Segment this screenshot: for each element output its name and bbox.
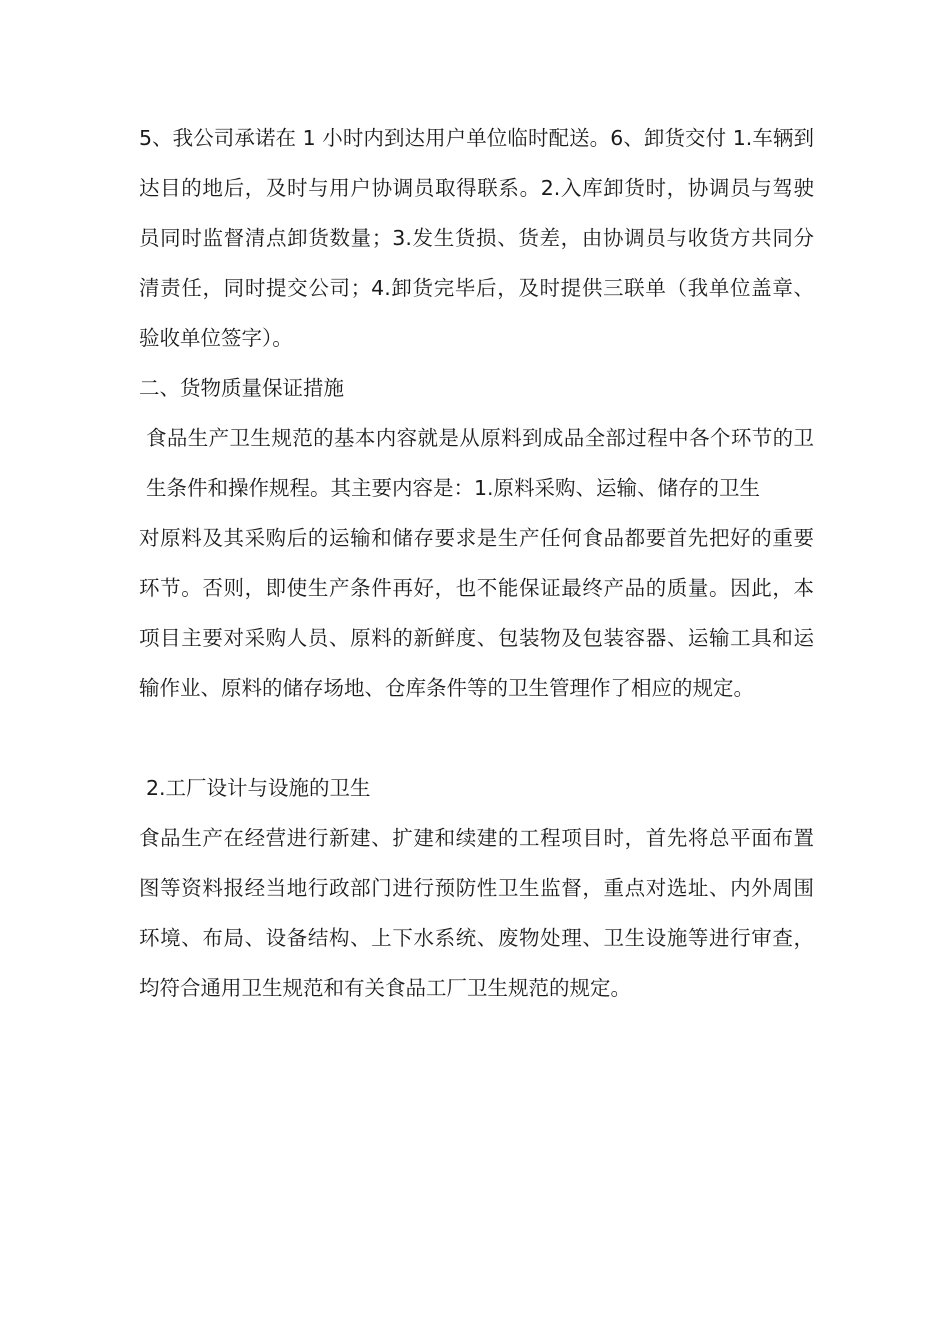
document-body [139, 113, 814, 1013]
paragraph-delivery: 5、我公司承诺在 1 小时内到达用户单位临时配送。6、卸货交付 1.车辆到达目的地后，及时与用户协调员取得联系。2.入库卸货时，协调员与驾驶员同时监督清点卸货数量；3.发生货损、货差，由协调员与收货方共同分清责任，同时提交公司；4.卸货完毕后，及时提供三联单（我单位盖章、验收单位签字）。 [139, 126, 814, 350]
section-heading-quality: 二、货物质量保证措施 [139, 376, 344, 400]
paragraph-raw-materials: 对原料及其采购后的运输和储存要求是生产任何食品都要首先把好的重要环节。否则，即使生产条件再好，也不能保证最终产品的质量。因此，本项目主要对采购人员、原料的新鲜度、包装物及包装容器、运输工具和运输作业、原料的储存场地、仓库条件等的卫生管理作了相应的规定。 [139, 526, 814, 700]
paragraph-hygiene-intro: 食品生产卫生规范的基本内容就是从原料到成品全部过程中各个环节的卫生条件和操作规程。其主要内容是：1.原料采购、运输、储存的卫生 [146, 426, 814, 500]
blank-line [139, 713, 814, 763]
subheading-factory-design: 2.工厂设计与设施的卫生 [146, 776, 371, 800]
paragraph-factory-design: 食品生产在经营进行新建、扩建和续建的工程项目时，首先将总平面布置图等资料报经当地行政部门进行预防性卫生监督，重点对选址、内外周围环境、布局、设备结构、上下水系统、废物处理、卫生设施等进行审查，均符合通用卫生规范和有关食品工厂卫生规范的规定。 [139, 826, 814, 1000]
